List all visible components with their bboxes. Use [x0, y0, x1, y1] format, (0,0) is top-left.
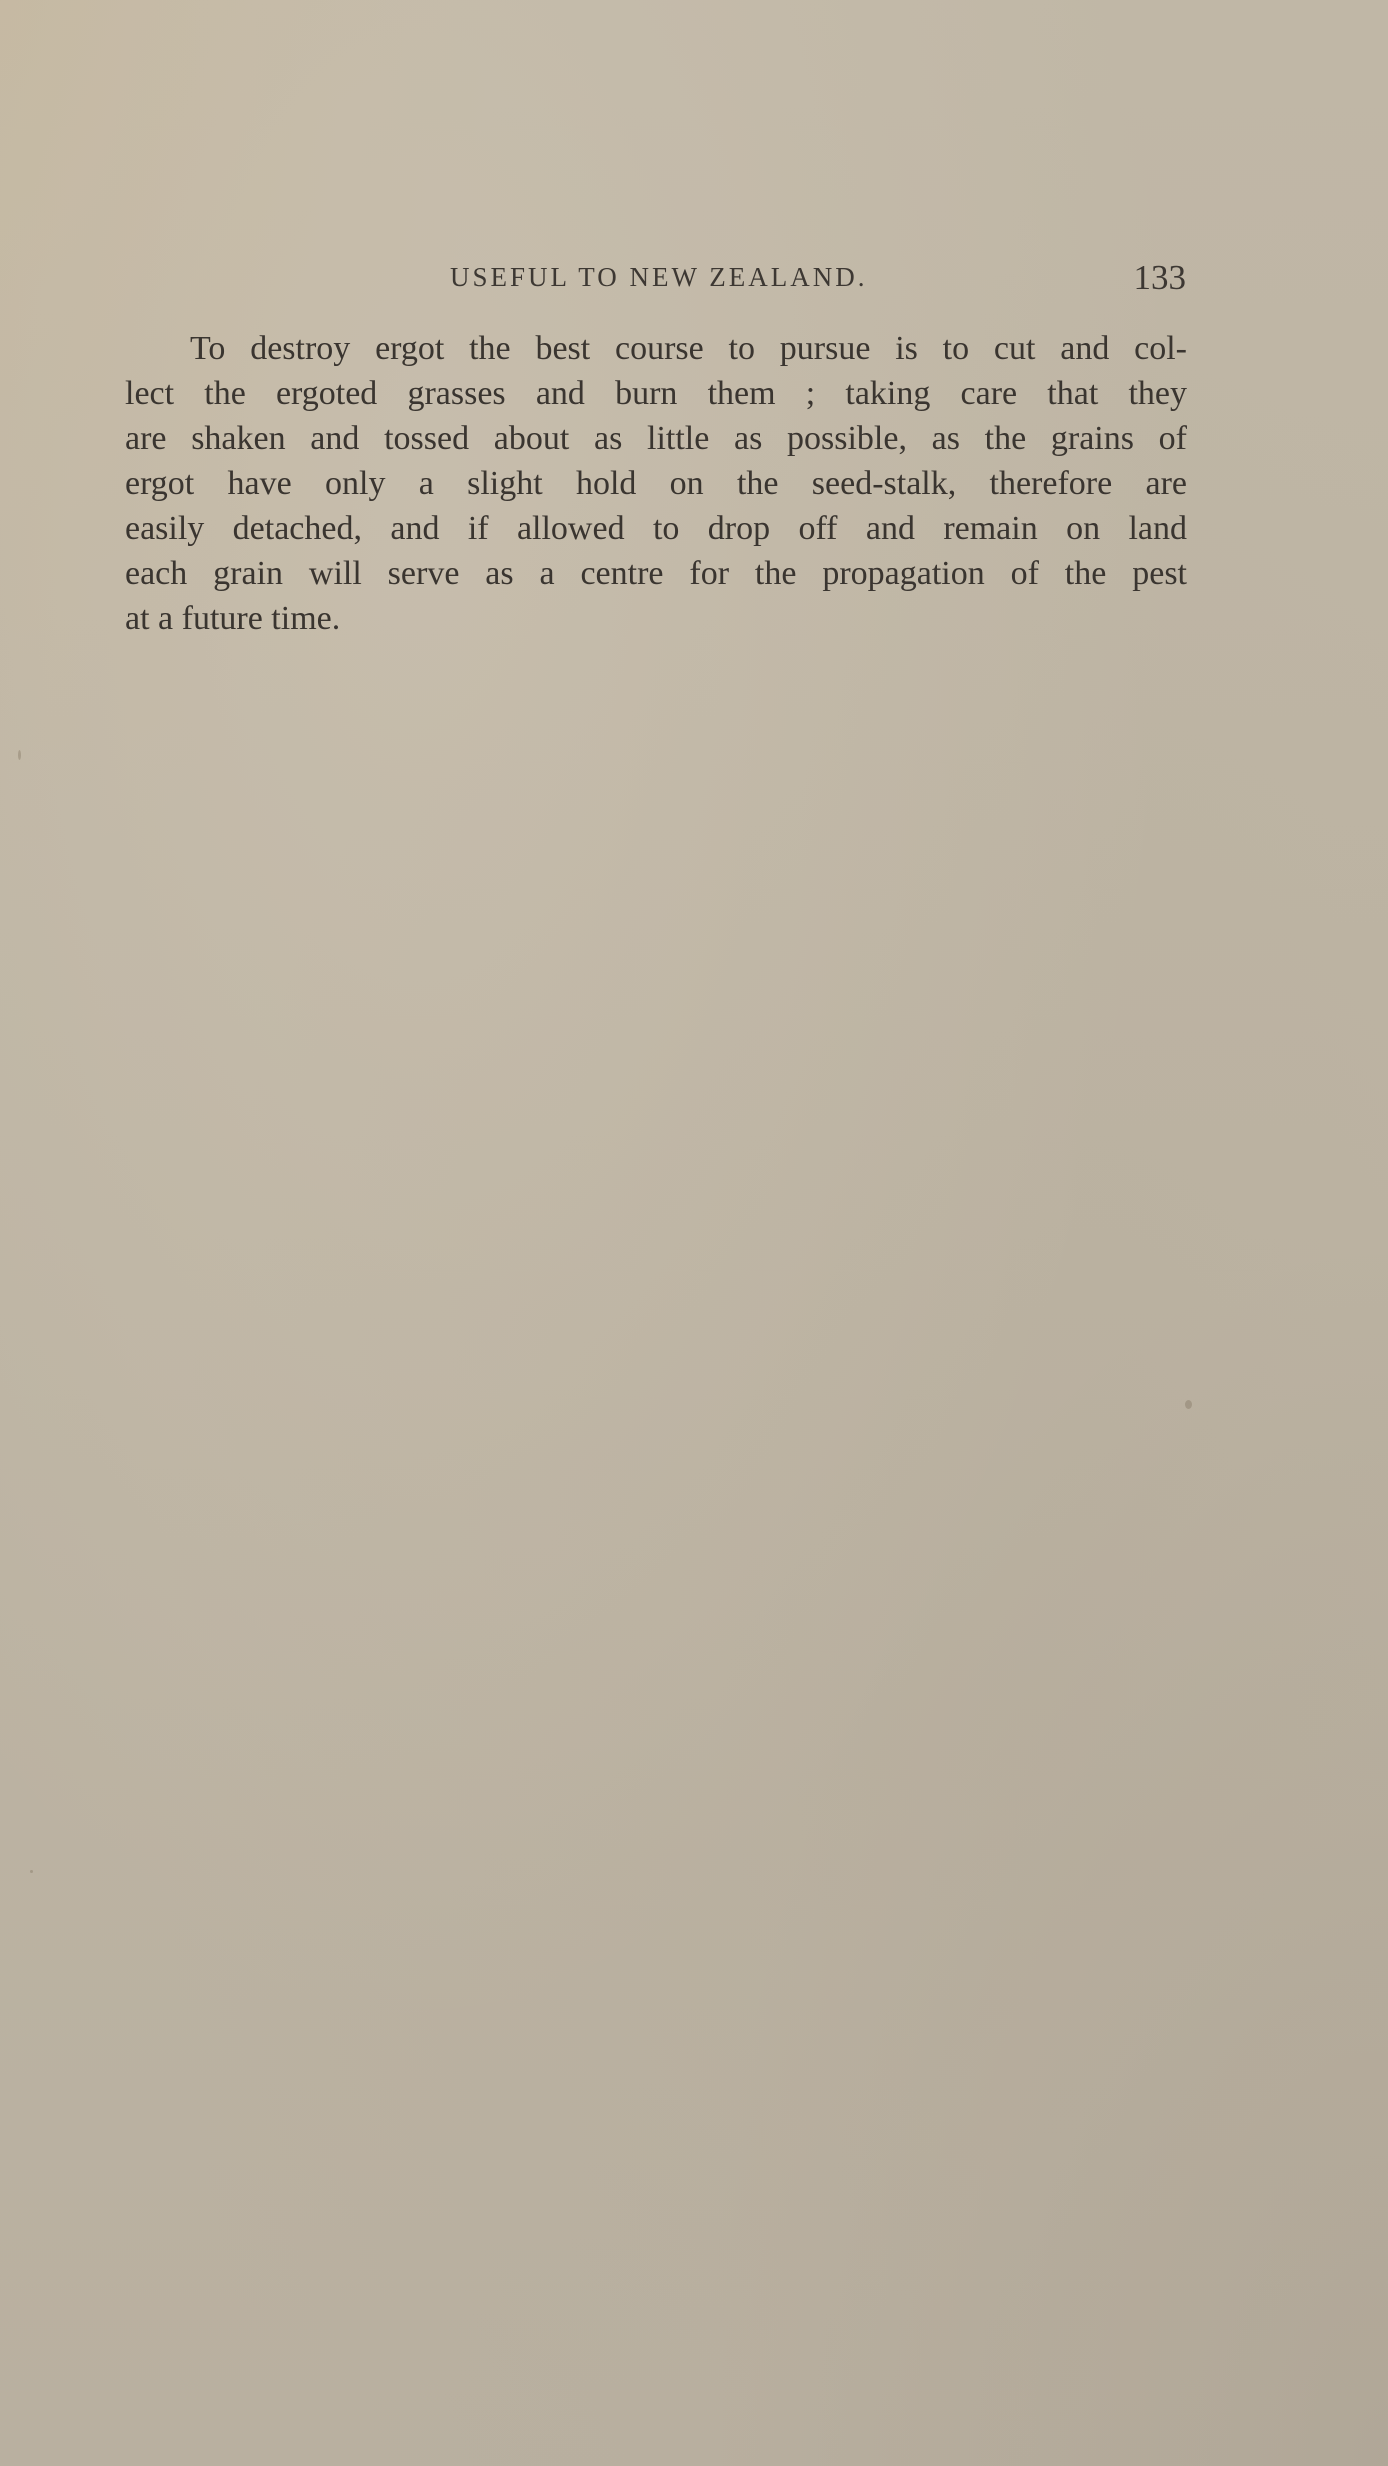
paper-speck	[18, 750, 21, 760]
text-line: To destroy ergot the best course to pursue is to cut and col-	[190, 330, 1187, 367]
paper-speck	[30, 1870, 33, 1873]
text-line: at a future time.	[125, 600, 341, 637]
text-line: easily detached, and if allowed to drop off and remain on land	[125, 510, 1187, 547]
page-number: 133	[1133, 258, 1186, 297]
paper-speck	[1185, 1400, 1192, 1409]
text-line: ergot have only a slight hold on the seed-stalk, therefore are	[125, 465, 1187, 502]
text-line: each grain will serve as a centre for the propagation of the pest	[125, 555, 1187, 592]
text-line: are shaken and tossed about as little as possible, as the grains of	[125, 420, 1187, 457]
paragraph	[125, 326, 1187, 641]
running-head: USEFUL TO NEW ZEALAND.	[450, 262, 868, 292]
text-line: lect the ergoted grasses and burn them ; taking care that they	[125, 375, 1187, 412]
